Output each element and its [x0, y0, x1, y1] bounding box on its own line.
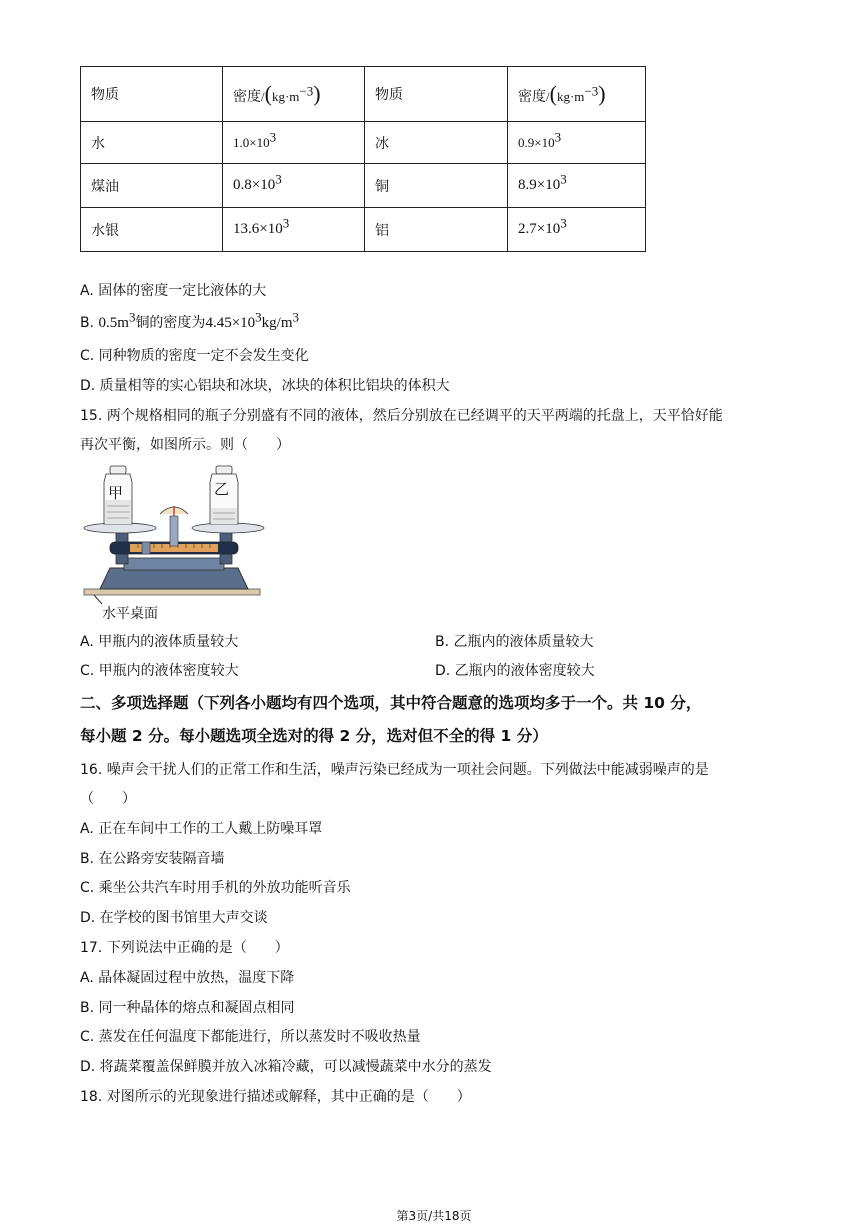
q17-option-a: A. 晶体凝固过程中放热，温度下降 — [80, 970, 295, 986]
q17-option-d: D. 将蔬菜覆盖保鲜膜并放入冰箱冷藏，可以减慢蔬菜中水分的蒸发 — [80, 1059, 492, 1075]
balance-figure — [80, 462, 270, 632]
table-cell-substance: 铜 — [365, 164, 508, 208]
q14-option-c: C. 同种物质的密度一定不会发生变化 — [80, 348, 309, 364]
q16-stem-line1: 16. 噪声会干扰人们的正常工作和生活，噪声污染已经成为一项社会问题。下列做法中能减弱噪声的是 — [80, 762, 709, 778]
q16-option-b: B. 在公路旁安装隔音墙 — [80, 851, 225, 867]
q15-option-a: A. 甲瓶内的液体质量较大 — [80, 634, 239, 650]
table-cell-density: $0.8\times 10^3$ — [223, 164, 365, 208]
header-substance-1: 物质 — [81, 67, 223, 122]
table-cell-substance: 冰 — [365, 122, 508, 164]
table-row — [81, 208, 646, 252]
table-cell-density: $13.6\times 10^3$ — [223, 208, 365, 252]
density-table — [80, 66, 646, 252]
table-cell-substance: 水 — [81, 122, 223, 164]
q16-option-c: C. 乘坐公共汽车时用手机的外放功能听音乐 — [80, 880, 351, 896]
bottle-label-yi: 乙 — [214, 480, 230, 498]
q15-stem-line2: 再次平衡，如图所示。则（ ） — [80, 437, 290, 453]
q15-option-b: B. 乙瓶内的液体质量较大 — [435, 634, 594, 650]
q16-stem-line2: （ ） — [80, 791, 136, 807]
q14-option-a: A. 固体的密度一定比液体的大 — [80, 283, 267, 299]
table-cell-density: $2.7\times 10^3$ — [508, 208, 646, 252]
q16-option-a: A. 正在车间中工作的工人戴上防噪耳罩 — [80, 821, 323, 837]
q15-option-c: C. 甲瓶内的液体密度较大 — [80, 663, 239, 679]
table-cell-substance: 水银 — [81, 208, 223, 252]
q16-option-d: D. 在学校的图书馆里大声交谈 — [80, 910, 268, 926]
figure-caption: 水平桌面 — [102, 606, 158, 622]
table-cell-density: $1.0\times 10^3$ — [223, 122, 365, 164]
q15-stem-line1: 15. 两个规格相同的瓶子分别盛有不同的液体，然后分别放在已经调平的天平两端的托盘上，天平恰好能 — [80, 408, 723, 424]
q17-option-b: B. 同一种晶体的熔点和凝固点相同 — [80, 1000, 295, 1016]
q14-option-b: B. $0.5m^3$铜的密度为$4.45\times 10^3kg/m^3$ — [80, 309, 299, 331]
q17-stem: 17. 下列说法中正确的是（ ） — [80, 940, 289, 956]
header-density-1: 密度$/(kg\cdot m^{-3})$ — [223, 67, 365, 122]
q15-option-d: D. 乙瓶内的液体密度较大 — [435, 663, 595, 679]
table-cell-density: $0.9\times 10^3$ — [508, 122, 646, 164]
section-heading-line2: 每小题 2 分。每小题选项全选对的得 2 分，选对但不全的得 1 分） — [80, 727, 548, 745]
table-row — [81, 122, 646, 164]
bottle-label-jia: 甲 — [108, 484, 124, 502]
section-heading-line1: 二、多项选择题（下列各小题均有四个选项，其中符合题意的选项均多于一个。共 10 分， — [80, 694, 702, 712]
table-cell-substance: 煤油 — [81, 164, 223, 208]
table-cell-density: $8.9\times 10^3$ — [508, 164, 646, 208]
q17-option-c: C. 蒸发在任何温度下都能进行，所以蒸发时不吸收热量 — [80, 1029, 421, 1045]
header-substance-2: 物质 — [365, 67, 508, 122]
q14-option-d: D. 质量相等的实心铝块和冰块，冰块的体积比铝块的体积大 — [80, 378, 450, 394]
q18-stem: 18. 对图所示的光现象进行描述或解释，其中正确的是（ ） — [80, 1089, 471, 1105]
table-cell-substance: 铝 — [365, 208, 508, 252]
table-row — [81, 164, 646, 208]
page-footer: 第3页/共18页 — [396, 1209, 472, 1223]
table-header-row — [81, 67, 646, 122]
header-density-2: 密度$/(kg\cdot m^{-3})$ — [508, 67, 646, 122]
